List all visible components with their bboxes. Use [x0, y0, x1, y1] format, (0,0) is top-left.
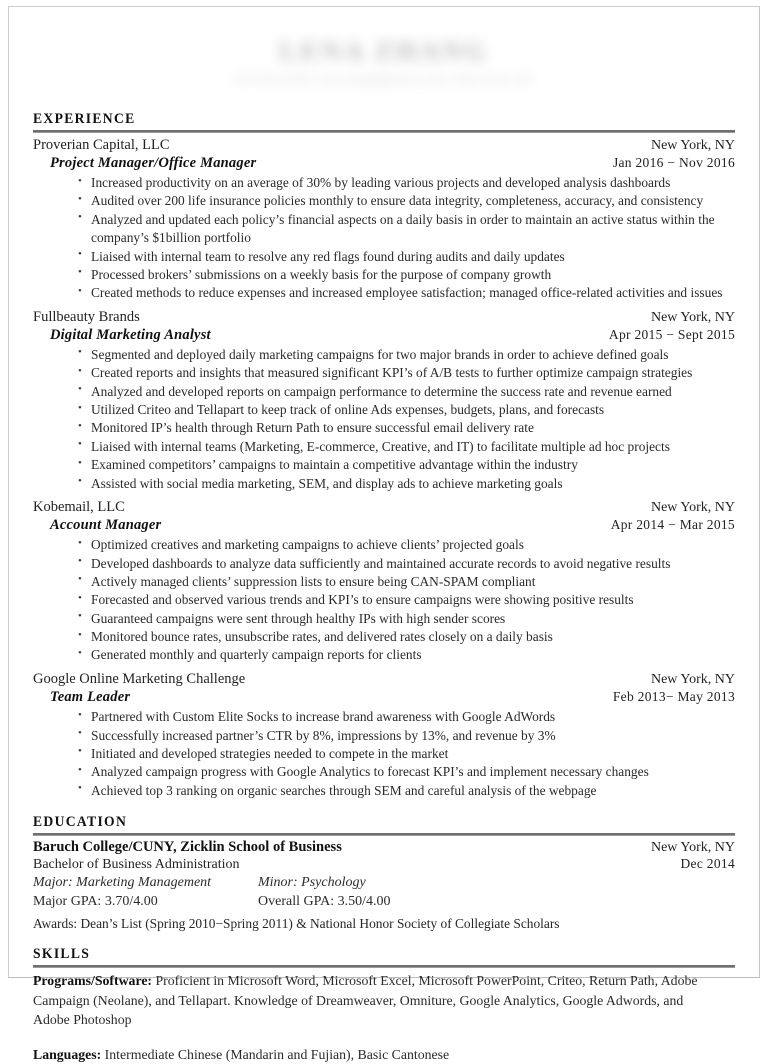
- experience-bullet: • Increased productivity on an average of 30% by leading various projects and developed analysis dashboards: [78, 174, 735, 192]
- education-awards: Awards: Dean’s List (Spring 2010−Spring 2011) & National Honor Society of Collegiate Scholars: [33, 916, 560, 932]
- experience-bullet: • Analyzed campaign progress with Google Analytics to forecast KPI’s and implement necessary changes: [78, 763, 735, 781]
- experience-role-row: [33, 688, 735, 707]
- skills-languages-value: Intermediate Chinese (Mandarin and Fujian), Basic Cantonese: [101, 1046, 450, 1062]
- experience-bullet: • Generated monthly and quarterly campaign reports for clients: [78, 646, 735, 664]
- education-heading: EDUCATION: [33, 813, 128, 830]
- education-grad-date: Dec 2014: [680, 855, 735, 871]
- experience-org-row: [33, 136, 735, 155]
- section-divider: [33, 833, 735, 836]
- experience-bullet: • Developed dashboards to analyze data sufficiently and maintained accurate records to avoid negative results: [78, 555, 735, 573]
- experience-bullet: • Achieved top 3 ranking on organic searches through SEM and careful analysis of the webpage: [78, 782, 735, 800]
- experience-bullet: • Actively managed clients’ suppression lists to ensure being CAN-SPAM compliant: [78, 573, 735, 591]
- experience-bullet: • Liaised with internal team to resolve any red flags found during audits and daily updates: [78, 248, 735, 266]
- skills-languages-row: [33, 1045, 705, 1064]
- experience-organization: Proverian Capital, LLC: [33, 136, 170, 153]
- resume-page: [8, 6, 760, 1062]
- resume-header-redacted: [33, 7, 735, 87]
- experience-location: New York, NY: [650, 671, 735, 687]
- experience-role-row: [33, 326, 735, 345]
- experience-bullet: • Liaised with internal teams (Marketing, E-commerce, Creative, and IT) to facilitate multiple ad hoc projects: [78, 438, 735, 456]
- experience-bullet-list: [33, 708, 735, 800]
- education-school: Baruch College/CUNY, Zicklin School of Business: [33, 838, 342, 855]
- education-degree: Bachelor of Business Administration: [33, 856, 240, 872]
- skills-programs-label: Programs/Software:: [33, 973, 153, 989]
- experience-bullet: • Monitored IP’s health through Return Path to ensure successful email delivery rate: [78, 419, 735, 437]
- education-location: New York, NY: [650, 839, 735, 855]
- experience-bullet: • Utilized Criteo and Tellapart to keep track of online Ads expenses, budgets, plans, and forecasts: [78, 401, 735, 419]
- experience-location: New York, NY: [650, 309, 735, 325]
- education-overall-gpa: Overall GPA: 3.50/4.00: [258, 893, 391, 909]
- experience-bullet: • Segmented and deployed daily marketing campaigns for two major brands in order to achieve defined goals: [78, 346, 735, 364]
- experience-role: Account Manager: [50, 517, 162, 534]
- experience-role-row: [33, 516, 735, 535]
- experience-bullet: • Partnered with Custom Elite Socks to increase brand awareness with Google AdWords: [78, 708, 735, 726]
- experience-bullet-list: [33, 536, 735, 665]
- experience-org-row: [33, 308, 735, 327]
- skills-programs-value: Proficient in Microsoft Word, Microsoft Excel, Microsoft PowerPoint, Criteo, Return Path, Adobe Campaign (Neolane), and Tellapart. Knowledge of Dreamweaver, Omniture, Google Analytics, Google Adwords, and Adobe Photoshop: [33, 973, 698, 1028]
- section-divider: [33, 130, 735, 133]
- skills-heading: SKILLS: [33, 946, 91, 963]
- education-major-minor-row: [33, 874, 735, 892]
- experience-bullet: • Created methods to reduce expenses and increased employee satisfaction; managed office-related activities and issues: [78, 284, 735, 302]
- experience-bullet: • Optimized creatives and marketing campaigns to achieve clients’ projected goals: [78, 536, 735, 554]
- experience-section: [33, 111, 735, 800]
- experience-bullet-list: [33, 174, 735, 303]
- experience-dates: Apr 2015 − Sept 2015: [608, 327, 735, 343]
- experience-bullet: • Examined competitors’ campaigns to maintain a competitive advantage within the industry: [78, 456, 735, 474]
- experience-dates: Jan 2016 − Nov 2016: [612, 155, 735, 171]
- experience-entry: [33, 498, 735, 665]
- experience-role: Team Leader: [50, 689, 131, 706]
- education-section: [33, 814, 735, 932]
- experience-organization: Google Online Marketing Challenge: [33, 670, 246, 687]
- skills-programs-row: [33, 971, 705, 1030]
- experience-bullet: • Analyzed and developed reports on campaign performance to determine the success rate and revenue earned: [78, 383, 735, 401]
- education-major: Major: Marketing Management: [33, 875, 212, 891]
- experience-bullet: • Created reports and insights that measured significant KPI’s of A/B tests to further optimize campaign strategies: [78, 364, 735, 382]
- experience-location: New York, NY: [650, 137, 735, 153]
- education-gpa-row: [33, 893, 735, 911]
- candidate-contact: 347-555-0199 | lena.zhang@email.com | New York, NY: [234, 71, 534, 86]
- experience-bullet: • Audited over 200 life insurance policies monthly to ensure data integrity, completeness, accuracy, and consistency: [78, 192, 735, 210]
- experience-bullet: • Initiated and developed strategies needed to compete in the market: [78, 745, 735, 763]
- experience-bullet: • Analyzed and updated each policy’s financial aspects on a daily basis in order to maintain an active status within the company’s $1billion portfolio: [78, 211, 735, 248]
- experience-org-row: [33, 670, 735, 689]
- experience-organization: Fullbeauty Brands: [33, 308, 140, 325]
- experience-organization: Kobemail, LLC: [33, 498, 125, 515]
- experience-role: Project Manager/Office Manager: [50, 155, 257, 172]
- experience-org-row: [33, 498, 735, 517]
- experience-entry: [33, 136, 735, 303]
- skills-section: [33, 946, 735, 1064]
- experience-dates: Apr 2014 − Mar 2015: [610, 517, 735, 533]
- skills-languages-label: Languages:: [33, 1046, 102, 1062]
- experience-bullet: • Successfully increased partner’s CTR by 8%, impressions by 13%, and revenue by 3%: [78, 727, 735, 745]
- experience-role: Digital Marketing Analyst: [50, 327, 211, 344]
- experience-role-row: [33, 154, 735, 173]
- experience-bullet: • Monitored bounce rates, unsubscribe rates, and delivered rates closely on a daily basis: [78, 628, 735, 646]
- education-degree-row: [33, 856, 735, 874]
- experience-list: [33, 136, 735, 800]
- experience-location: New York, NY: [650, 499, 735, 515]
- experience-bullet: • Forecasted and observed various trends and KPI’s to ensure campaigns were showing positive results: [78, 591, 735, 609]
- experience-bullet: • Processed brokers’ submissions on a weekly basis for the purpose of company growth: [78, 266, 735, 284]
- experience-bullet: • Assisted with social media marketing, SEM, and display ads to achieve marketing goals: [78, 475, 735, 493]
- candidate-name: LENA ZHANG: [279, 36, 489, 66]
- experience-heading: EXPERIENCE: [33, 110, 136, 127]
- section-divider: [33, 965, 735, 968]
- education-minor: Minor: Psychology: [258, 875, 366, 891]
- experience-entry: [33, 308, 735, 493]
- experience-bullet: • Guaranteed campaigns were sent through healthy IPs with high sender scores: [78, 610, 735, 628]
- experience-bullet-list: [33, 346, 735, 493]
- education-school-row: [33, 839, 735, 856]
- education-major-gpa: Major GPA: 3.70/4.00: [33, 893, 158, 909]
- experience-entry: [33, 670, 735, 800]
- experience-dates: Feb 2013− May 2013: [612, 689, 735, 705]
